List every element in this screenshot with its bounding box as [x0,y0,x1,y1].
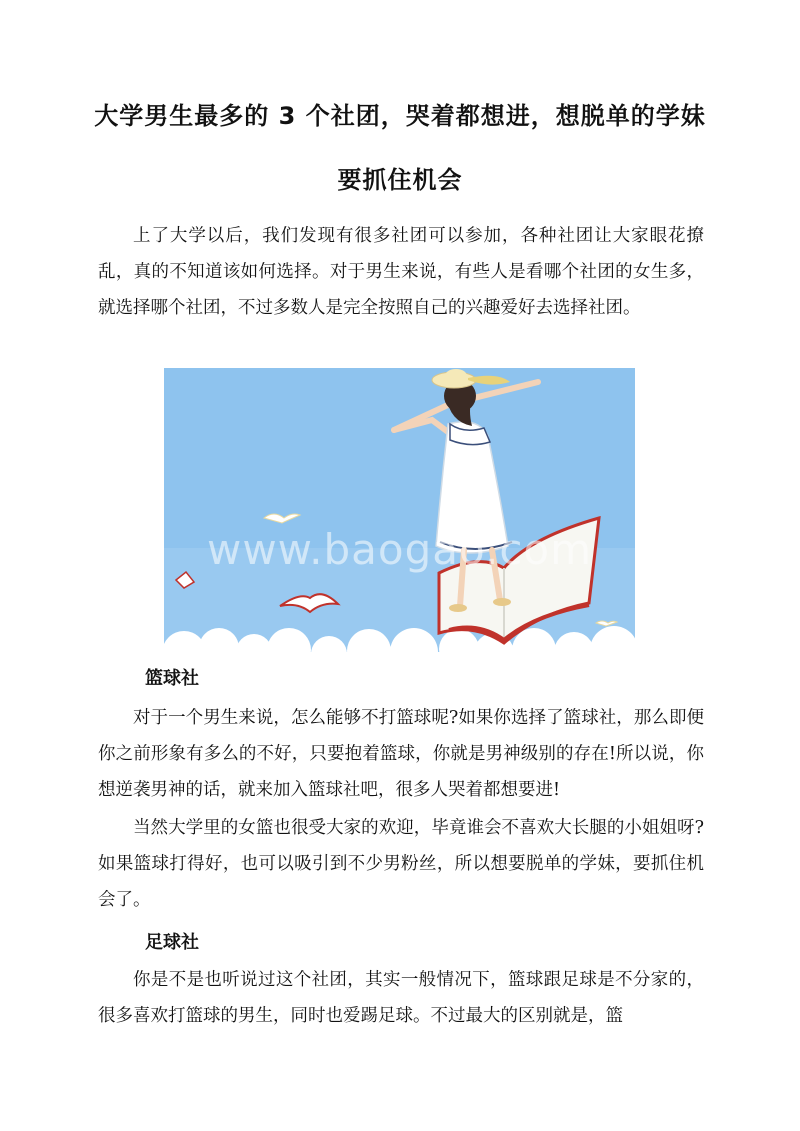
basketball-paragraph-2: 当然大学里的女篮也很受大家的欢迎，毕竟谁会不喜欢大长腿的小姐姐呀?如果篮球打得好，也可以吸引到不少男粉丝，所以想要脱单的学妹，要抓住机会了。 [98,818,704,910]
document-title-line-2: 要抓住机会 [337,166,463,194]
basketball-paragraph-1: 对于一个男生来说，怎么能够不打篮球呢?如果你选择了篮球社，那么即便你之前形象有多么的不好，只要抱着篮球，你就是男神级别的存在!所以说，你想逆袭男神的话，就来加入篮球社吧，很多人哭着都想要进! [98,708,704,800]
soccer-paragraph-1: 你是不是也听说过这个社团，其实一般情况下，篮球跟足球是不分家的，很多喜欢打篮球的男生，同时也爱踢足球。不过最大的区别就是，篮 [98,970,704,1026]
intro-paragraph: 上了大学以后，我们发现有很多社团可以参加，各种社团让大家眼花撩乱，真的不知道该如何选择。对于男生来说，有些人是看哪个社团的女生多，就选择哪个社团，不过多数人是完全按照自己的兴趣爱好去选择社团。 [98,226,704,318]
section-heading-soccer: 足球社 [145,932,199,953]
section-heading-basketball: 篮球社 [145,668,199,689]
watermark-text: www.baogao.com [206,525,593,574]
document-title-line-1: 大学男生最多的 3 个社团，哭着都想进，想脱单的学妹 [94,102,706,130]
illustration-girl-on-book [164,368,635,662]
